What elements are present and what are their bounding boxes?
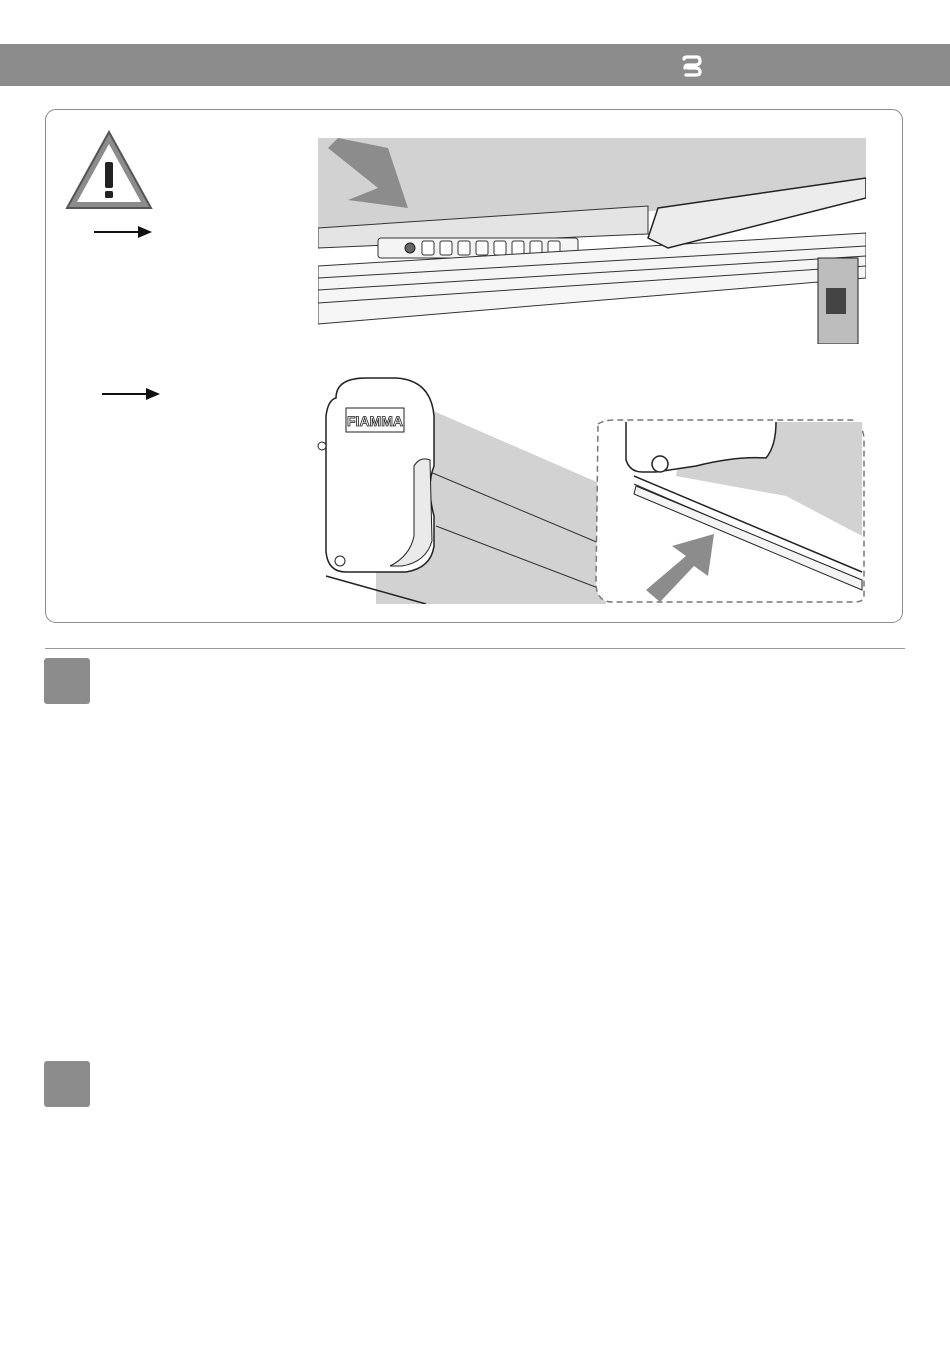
fiamma-brand-icon	[680, 55, 704, 77]
step-marker-1	[44, 658, 90, 704]
awning-end-cap-illustration	[316, 376, 868, 604]
header-bar	[0, 44, 950, 86]
step-marker-2	[44, 1061, 90, 1107]
right-arrow-icon	[102, 386, 162, 402]
right-arrow-icon	[94, 224, 154, 240]
awning-led-strip-illustration	[318, 138, 866, 344]
end-cap-brand-logo: FIAMMA	[347, 413, 403, 429]
section-divider	[45, 648, 905, 649]
warning-triangle-icon	[63, 128, 155, 212]
